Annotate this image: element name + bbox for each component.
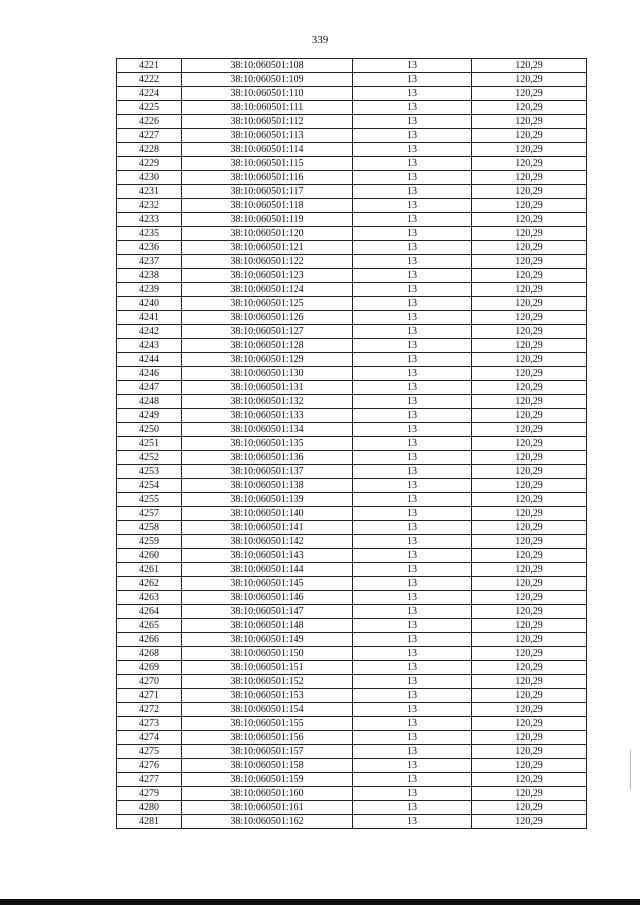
row-number-cell: 4230 [117, 171, 182, 185]
cadastral-number-cell: 38:10:060501:126 [182, 311, 353, 325]
value-cell: 120,29 [472, 689, 587, 703]
table-row [117, 535, 587, 549]
quantity-cell: 13 [353, 283, 472, 297]
table-row [117, 297, 587, 311]
cadastral-number-cell: 38:10:060501:110 [182, 87, 353, 101]
table-row [117, 339, 587, 353]
table-row [117, 591, 587, 605]
table-row [117, 745, 587, 759]
value-cell: 120,29 [472, 521, 587, 535]
cadastral-number-cell: 38:10:060501:108 [182, 59, 353, 73]
value-cell: 120,29 [472, 563, 587, 577]
row-number-cell: 4239 [117, 283, 182, 297]
table-row [117, 703, 587, 717]
row-number-cell: 4266 [117, 633, 182, 647]
value-cell: 120,29 [472, 745, 587, 759]
row-number-cell: 4229 [117, 157, 182, 171]
table-row [117, 563, 587, 577]
value-cell: 120,29 [472, 661, 587, 675]
quantity-cell: 13 [353, 619, 472, 633]
row-number-cell: 4235 [117, 227, 182, 241]
cadastral-number-cell: 38:10:060501:135 [182, 437, 353, 451]
quantity-cell: 13 [353, 185, 472, 199]
cadastral-number-cell: 38:10:060501:138 [182, 479, 353, 493]
cadastral-number-cell: 38:10:060501:141 [182, 521, 353, 535]
row-number-cell: 4237 [117, 255, 182, 269]
row-number-cell: 4265 [117, 619, 182, 633]
table-row [117, 395, 587, 409]
quantity-cell: 13 [353, 73, 472, 87]
table-body [117, 59, 587, 829]
row-number-cell: 4263 [117, 591, 182, 605]
value-cell: 120,29 [472, 605, 587, 619]
row-number-cell: 4250 [117, 423, 182, 437]
row-number-cell: 4225 [117, 101, 182, 115]
cadastral-number-cell: 38:10:060501:156 [182, 731, 353, 745]
value-cell: 120,29 [472, 479, 587, 493]
quantity-cell: 13 [353, 143, 472, 157]
row-number-cell: 4251 [117, 437, 182, 451]
value-cell: 120,29 [472, 143, 587, 157]
value-cell: 120,29 [472, 255, 587, 269]
quantity-cell: 13 [353, 297, 472, 311]
quantity-cell: 13 [353, 577, 472, 591]
row-number-cell: 4246 [117, 367, 182, 381]
row-number-cell: 4257 [117, 507, 182, 521]
table-row [117, 129, 587, 143]
table-row [117, 605, 587, 619]
value-cell: 120,29 [472, 437, 587, 451]
table-row [117, 311, 587, 325]
table-row [117, 465, 587, 479]
row-number-cell: 4276 [117, 759, 182, 773]
row-number-cell: 4236 [117, 241, 182, 255]
table-row [117, 353, 587, 367]
value-cell: 120,29 [472, 801, 587, 815]
row-number-cell: 4269 [117, 661, 182, 675]
table-row [117, 717, 587, 731]
cadastral-number-cell: 38:10:060501:147 [182, 605, 353, 619]
value-cell: 120,29 [472, 549, 587, 563]
quantity-cell: 13 [353, 255, 472, 269]
table-row [117, 115, 587, 129]
row-number-cell: 4253 [117, 465, 182, 479]
quantity-cell: 13 [353, 115, 472, 129]
quantity-cell: 13 [353, 465, 472, 479]
table-row [117, 577, 587, 591]
row-number-cell: 4233 [117, 213, 182, 227]
quantity-cell: 13 [353, 815, 472, 829]
table-row [117, 283, 587, 297]
quantity-cell: 13 [353, 675, 472, 689]
table-row [117, 171, 587, 185]
cadastral-number-cell: 38:10:060501:142 [182, 535, 353, 549]
table-row [117, 619, 587, 633]
page-number: 339 [311, 34, 329, 46]
table-row [117, 689, 587, 703]
row-number-cell: 4243 [117, 339, 182, 353]
quantity-cell: 13 [353, 339, 472, 353]
row-number-cell: 4249 [117, 409, 182, 423]
cadastral-number-cell: 38:10:060501:144 [182, 563, 353, 577]
quantity-cell: 13 [353, 395, 472, 409]
row-number-cell: 4272 [117, 703, 182, 717]
table-row [117, 185, 587, 199]
cadastral-number-cell: 38:10:060501:150 [182, 647, 353, 661]
cadastral-number-cell: 38:10:060501:122 [182, 255, 353, 269]
value-cell: 120,29 [472, 101, 587, 115]
cadastral-number-cell: 38:10:060501:128 [182, 339, 353, 353]
row-number-cell: 4260 [117, 549, 182, 563]
quantity-cell: 13 [353, 409, 472, 423]
cadastral-number-cell: 38:10:060501:149 [182, 633, 353, 647]
value-cell: 120,29 [472, 731, 587, 745]
cadastral-number-cell: 38:10:060501:158 [182, 759, 353, 773]
value-cell: 120,29 [472, 507, 587, 521]
row-number-cell: 4247 [117, 381, 182, 395]
value-cell: 120,29 [472, 241, 587, 255]
value-cell: 120,29 [472, 311, 587, 325]
row-number-cell: 4258 [117, 521, 182, 535]
quantity-cell: 13 [353, 591, 472, 605]
value-cell: 120,29 [472, 703, 587, 717]
quantity-cell: 13 [353, 101, 472, 115]
row-number-cell: 4275 [117, 745, 182, 759]
quantity-cell: 13 [353, 227, 472, 241]
value-cell: 120,29 [472, 633, 587, 647]
cadastral-number-cell: 38:10:060501:139 [182, 493, 353, 507]
row-number-cell: 4241 [117, 311, 182, 325]
quantity-cell: 13 [353, 633, 472, 647]
cadastral-number-cell: 38:10:060501:123 [182, 269, 353, 283]
parcel-table [116, 58, 587, 829]
quantity-cell: 13 [353, 241, 472, 255]
cadastral-number-cell: 38:10:060501:153 [182, 689, 353, 703]
value-cell: 120,29 [472, 339, 587, 353]
value-cell: 120,29 [472, 283, 587, 297]
quantity-cell: 13 [353, 367, 472, 381]
table-row [117, 241, 587, 255]
cadastral-number-cell: 38:10:060501:124 [182, 283, 353, 297]
table-row [117, 87, 587, 101]
quantity-cell: 13 [353, 773, 472, 787]
row-number-cell: 4224 [117, 87, 182, 101]
quantity-cell: 13 [353, 605, 472, 619]
cadastral-number-cell: 38:10:060501:111 [182, 101, 353, 115]
quantity-cell: 13 [353, 87, 472, 101]
row-number-cell: 4268 [117, 647, 182, 661]
row-number-cell: 4228 [117, 143, 182, 157]
value-cell: 120,29 [472, 815, 587, 829]
cadastral-number-cell: 38:10:060501:155 [182, 717, 353, 731]
table-row [117, 255, 587, 269]
quantity-cell: 13 [353, 157, 472, 171]
row-number-cell: 4227 [117, 129, 182, 143]
row-number-cell: 4226 [117, 115, 182, 129]
scan-edge-mark [630, 750, 631, 790]
table-row [117, 199, 587, 213]
cadastral-number-cell: 38:10:060501:151 [182, 661, 353, 675]
row-number-cell: 4270 [117, 675, 182, 689]
row-number-cell: 4264 [117, 605, 182, 619]
value-cell: 120,29 [472, 423, 587, 437]
row-number-cell: 4259 [117, 535, 182, 549]
cadastral-number-cell: 38:10:060501:157 [182, 745, 353, 759]
quantity-cell: 13 [353, 129, 472, 143]
cadastral-number-cell: 38:10:060501:140 [182, 507, 353, 521]
quantity-cell: 13 [353, 325, 472, 339]
table-row [117, 143, 587, 157]
quantity-cell: 13 [353, 731, 472, 745]
value-cell: 120,29 [472, 465, 587, 479]
cadastral-number-cell: 38:10:060501:134 [182, 423, 353, 437]
quantity-cell: 13 [353, 647, 472, 661]
quantity-cell: 13 [353, 759, 472, 773]
table-row [117, 367, 587, 381]
value-cell: 120,29 [472, 409, 587, 423]
quantity-cell: 13 [353, 535, 472, 549]
table-row [117, 759, 587, 773]
value-cell: 120,29 [472, 451, 587, 465]
cadastral-number-cell: 38:10:060501:133 [182, 409, 353, 423]
row-number-cell: 4238 [117, 269, 182, 283]
value-cell: 120,29 [472, 73, 587, 87]
value-cell: 120,29 [472, 269, 587, 283]
row-number-cell: 4261 [117, 563, 182, 577]
value-cell: 120,29 [472, 367, 587, 381]
value-cell: 120,29 [472, 297, 587, 311]
cadastral-number-cell: 38:10:060501:132 [182, 395, 353, 409]
quantity-cell: 13 [353, 437, 472, 451]
value-cell: 120,29 [472, 675, 587, 689]
value-cell: 120,29 [472, 199, 587, 213]
value-cell: 120,29 [472, 395, 587, 409]
quantity-cell: 13 [353, 381, 472, 395]
quantity-cell: 13 [353, 171, 472, 185]
cadastral-number-cell: 38:10:060501:112 [182, 115, 353, 129]
value-cell: 120,29 [472, 773, 587, 787]
table-row [117, 227, 587, 241]
parcel-table-container [116, 58, 586, 829]
quantity-cell: 13 [353, 689, 472, 703]
quantity-cell: 13 [353, 493, 472, 507]
cadastral-number-cell: 38:10:060501:118 [182, 199, 353, 213]
cadastral-number-cell: 38:10:060501:137 [182, 465, 353, 479]
cadastral-number-cell: 38:10:060501:159 [182, 773, 353, 787]
table-row [117, 633, 587, 647]
cadastral-number-cell: 38:10:060501:136 [182, 451, 353, 465]
cadastral-number-cell: 38:10:060501:130 [182, 367, 353, 381]
value-cell: 120,29 [472, 227, 587, 241]
table-row [117, 549, 587, 563]
value-cell: 120,29 [472, 185, 587, 199]
cadastral-number-cell: 38:10:060501:121 [182, 241, 353, 255]
quantity-cell: 13 [353, 269, 472, 283]
quantity-cell: 13 [353, 479, 472, 493]
table-row [117, 815, 587, 829]
value-cell: 120,29 [472, 759, 587, 773]
row-number-cell: 4271 [117, 689, 182, 703]
cadastral-number-cell: 38:10:060501:116 [182, 171, 353, 185]
cadastral-number-cell: 38:10:060501:115 [182, 157, 353, 171]
table-row [117, 269, 587, 283]
table-row [117, 507, 587, 521]
quantity-cell: 13 [353, 787, 472, 801]
table-row [117, 157, 587, 171]
quantity-cell: 13 [353, 451, 472, 465]
table-row [117, 423, 587, 437]
quantity-cell: 13 [353, 745, 472, 759]
value-cell: 120,29 [472, 493, 587, 507]
value-cell: 120,29 [472, 535, 587, 549]
quantity-cell: 13 [353, 423, 472, 437]
cadastral-number-cell: 38:10:060501:152 [182, 675, 353, 689]
quantity-cell: 13 [353, 353, 472, 367]
row-number-cell: 4277 [117, 773, 182, 787]
table-row [117, 521, 587, 535]
cadastral-number-cell: 38:10:060501:120 [182, 227, 353, 241]
value-cell: 120,29 [472, 591, 587, 605]
quantity-cell: 13 [353, 199, 472, 213]
table-row [117, 647, 587, 661]
row-number-cell: 4248 [117, 395, 182, 409]
table-row [117, 661, 587, 675]
quantity-cell: 13 [353, 801, 472, 815]
quantity-cell: 13 [353, 311, 472, 325]
cadastral-number-cell: 38:10:060501:117 [182, 185, 353, 199]
table-row [117, 437, 587, 451]
cadastral-number-cell: 38:10:060501:148 [182, 619, 353, 633]
table-row [117, 773, 587, 787]
cadastral-number-cell: 38:10:060501:129 [182, 353, 353, 367]
value-cell: 120,29 [472, 157, 587, 171]
table-row [117, 381, 587, 395]
quantity-cell: 13 [353, 661, 472, 675]
cadastral-number-cell: 38:10:060501:162 [182, 815, 353, 829]
value-cell: 120,29 [472, 787, 587, 801]
row-number-cell: 4242 [117, 325, 182, 339]
cadastral-number-cell: 38:10:060501:143 [182, 549, 353, 563]
row-number-cell: 4255 [117, 493, 182, 507]
scan-bottom-edge [0, 899, 640, 905]
value-cell: 120,29 [472, 577, 587, 591]
row-number-cell: 4231 [117, 185, 182, 199]
row-number-cell: 4280 [117, 801, 182, 815]
table-row [117, 451, 587, 465]
cadastral-number-cell: 38:10:060501:161 [182, 801, 353, 815]
table-row [117, 493, 587, 507]
quantity-cell: 13 [353, 507, 472, 521]
cadastral-number-cell: 38:10:060501:127 [182, 325, 353, 339]
quantity-cell: 13 [353, 549, 472, 563]
table-row [117, 213, 587, 227]
value-cell: 120,29 [472, 213, 587, 227]
value-cell: 120,29 [472, 129, 587, 143]
value-cell: 120,29 [472, 59, 587, 73]
quantity-cell: 13 [353, 563, 472, 577]
cadastral-number-cell: 38:10:060501:160 [182, 787, 353, 801]
value-cell: 120,29 [472, 325, 587, 339]
value-cell: 120,29 [472, 353, 587, 367]
cadastral-number-cell: 38:10:060501:125 [182, 297, 353, 311]
row-number-cell: 4240 [117, 297, 182, 311]
row-number-cell: 4222 [117, 73, 182, 87]
row-number-cell: 4273 [117, 717, 182, 731]
row-number-cell: 4232 [117, 199, 182, 213]
table-row [117, 409, 587, 423]
cadastral-number-cell: 38:10:060501:113 [182, 129, 353, 143]
quantity-cell: 13 [353, 213, 472, 227]
table-row [117, 325, 587, 339]
cadastral-number-cell: 38:10:060501:131 [182, 381, 353, 395]
quantity-cell: 13 [353, 521, 472, 535]
row-number-cell: 4274 [117, 731, 182, 745]
table-row [117, 59, 587, 73]
quantity-cell: 13 [353, 703, 472, 717]
cadastral-number-cell: 38:10:060501:109 [182, 73, 353, 87]
table-row [117, 731, 587, 745]
row-number-cell: 4252 [117, 451, 182, 465]
cadastral-number-cell: 38:10:060501:146 [182, 591, 353, 605]
quantity-cell: 13 [353, 59, 472, 73]
cadastral-number-cell: 38:10:060501:154 [182, 703, 353, 717]
row-number-cell: 4254 [117, 479, 182, 493]
cadastral-number-cell: 38:10:060501:119 [182, 213, 353, 227]
value-cell: 120,29 [472, 171, 587, 185]
table-row [117, 675, 587, 689]
row-number-cell: 4262 [117, 577, 182, 591]
value-cell: 120,29 [472, 619, 587, 633]
table-row [117, 101, 587, 115]
table-row [117, 479, 587, 493]
row-number-cell: 4279 [117, 787, 182, 801]
table-row [117, 787, 587, 801]
table-row [117, 801, 587, 815]
value-cell: 120,29 [472, 115, 587, 129]
row-number-cell: 4281 [117, 815, 182, 829]
value-cell: 120,29 [472, 717, 587, 731]
row-number-cell: 4221 [117, 59, 182, 73]
row-number-cell: 4244 [117, 353, 182, 367]
value-cell: 120,29 [472, 647, 587, 661]
table-row [117, 73, 587, 87]
value-cell: 120,29 [472, 87, 587, 101]
cadastral-number-cell: 38:10:060501:145 [182, 577, 353, 591]
value-cell: 120,29 [472, 381, 587, 395]
cadastral-number-cell: 38:10:060501:114 [182, 143, 353, 157]
quantity-cell: 13 [353, 717, 472, 731]
